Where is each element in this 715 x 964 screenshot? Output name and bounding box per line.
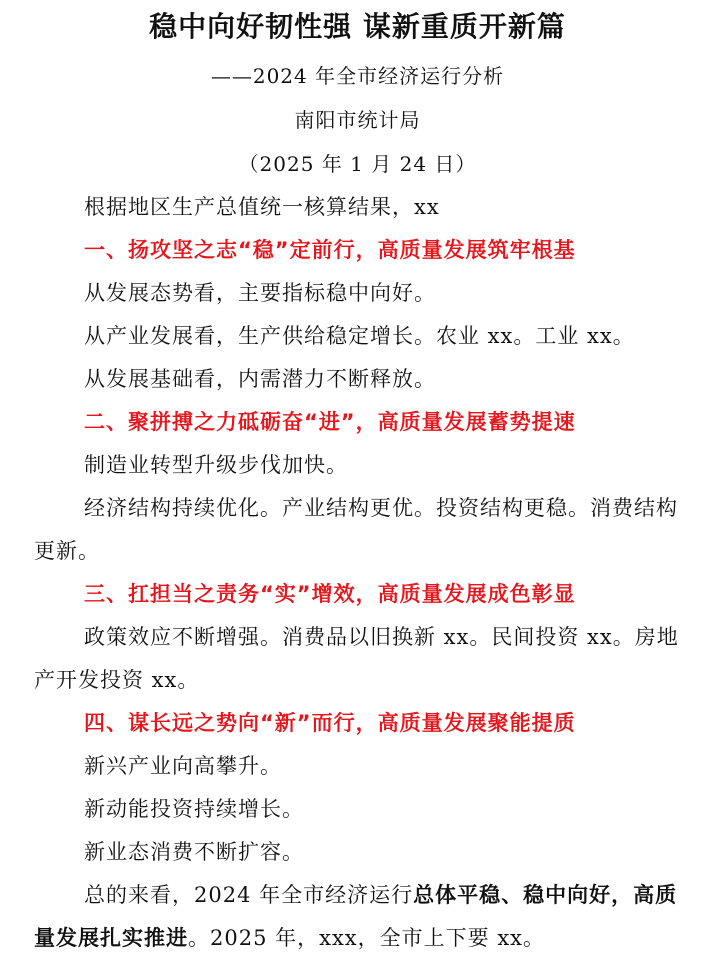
- section-4-heading: 四、谋长远之势向“新”而行，高质量发展聚能提质: [84, 711, 576, 735]
- conclusion-text-2: 。2025 年，xxx，全市上下要 xx。: [188, 926, 546, 950]
- section-1-paragraph-1: 从发展态势看，主要指标稳中向好。: [84, 281, 436, 305]
- section-3-paragraph-1: 政策效应不断增强。消费品以旧换新 xx。民间投资 xx。房地产开发投资 xx。: [34, 625, 679, 692]
- document-subtitle: ——2024 年全市经济运行分析: [210, 64, 505, 88]
- section-2-heading: 二、聚拼搏之力砥砺奋“进”，高质量发展蓄势提速: [84, 410, 576, 434]
- section-2-paragraph-2: 经济结构持续优化。产业结构更优。投资结构更稳。消费结构更新。: [34, 496, 678, 563]
- section-1-heading: 一、扬攻坚之志“稳”定前行，高质量发展筑牢根基: [84, 238, 576, 262]
- section-1-paragraph-2: 从产业发展看，生产供给稳定增长。农业 xx。工业 xx。: [84, 324, 635, 348]
- section-4-paragraph-2: 新动能投资持续增长。: [84, 797, 304, 821]
- section-4-paragraph-3: 新业态消费不断扩容。: [84, 840, 304, 864]
- document-title: 稳中向好韧性强 谋新重质开新篇: [149, 10, 566, 43]
- document-date: （2025 年 1 月 24 日）: [238, 152, 477, 176]
- conclusion-text-1: 总的来看，2024 年全市经济运行: [84, 883, 414, 907]
- section-3-heading: 三、扛担当之责务“实”增效，高质量发展成色彰显: [84, 582, 576, 606]
- section-4-paragraph-1: 新兴产业向高攀升。: [84, 754, 282, 778]
- conclusion-paragraph: [0, 874, 715, 960]
- section-1-paragraph-3: 从发展基础看，内需潜力不断释放。: [84, 367, 436, 391]
- intro-paragraph: 根据地区生产总值统一核算结果，xx: [84, 195, 440, 219]
- section-2-paragraph-1: 制造业转型升级步伐加快。: [84, 453, 348, 477]
- conclusion-emphasis: 总体平稳、稳中向好，高质量发展扎实推进: [34, 883, 678, 950]
- document-author: 南阳市统计局: [294, 108, 421, 132]
